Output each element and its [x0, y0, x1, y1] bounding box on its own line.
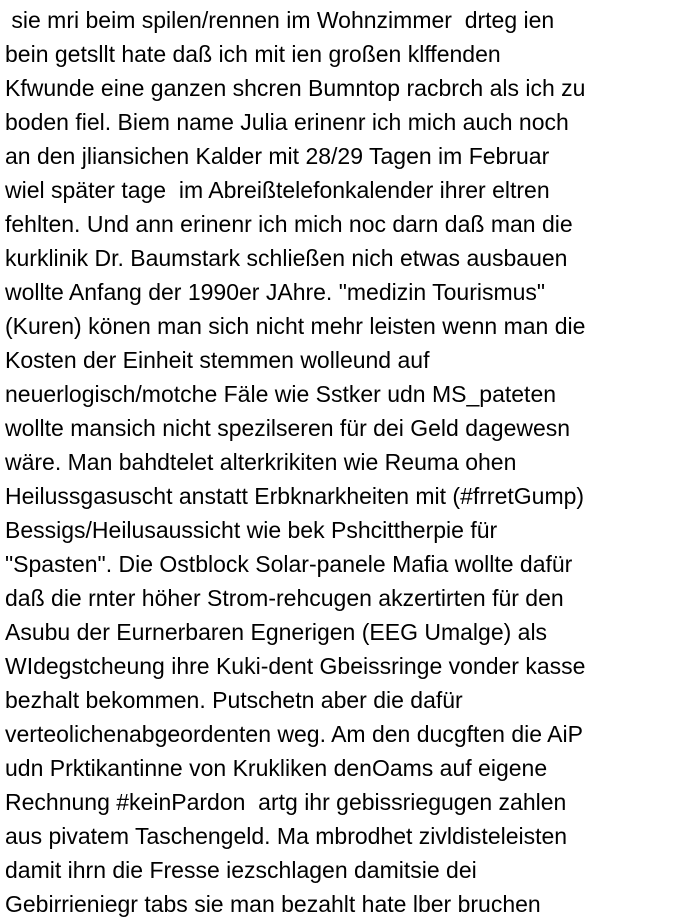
text-line: WIdegstcheung ihre Kuki-dent Gbeissringe vonder kasse: [5, 653, 586, 679]
text-line: Bessigs/Heilusaussicht wie bek Pshcittherpie für: [5, 517, 498, 543]
text-line: wollte mansich nicht spezilseren für dei Geld dagewesn: [5, 415, 571, 441]
text-line: verteolichenabgeordenten weg. Am den ducgften die AiP: [5, 721, 583, 747]
text-line: sie mri beim spilen/rennen im Wohnzimmer drteg ien: [5, 7, 555, 33]
text-line: Rechnung #keinPardon artg ihr gebissriegugen zahlen: [5, 789, 567, 815]
text-line: bezhalt bekommen. Putschetn aber die dafür: [5, 687, 463, 713]
text-line: Gebirrieniegr tabs sie man bezahlt hate lber bruchen: [5, 891, 541, 917]
text-line: Asubu der Eurnerbaren Egnerigen (EEG Umalge) als: [5, 619, 548, 645]
text-line: wollte Anfang der 1990er JAhre. "medizin Tourismus": [5, 279, 546, 305]
text-line: Kfwunde eine ganzen shcren Bumntop racbrch als ich zu: [5, 75, 586, 101]
text-line: fehlten. Und ann erinenr ich mich noc darn daß man die: [5, 211, 573, 237]
text-line: damit ihrn die Fresse iezschlagen damitsie dei: [5, 857, 477, 883]
text-line: neuerlogisch/motche Fäle wie Sstker udn MS_pateten: [5, 381, 557, 407]
text-line: aus pivatem Taschengeld. Ma mbrodhet zivldisteleisten: [5, 823, 568, 849]
text-line: daß die rnter höher Strom-rehcugen akzertirten für den: [5, 585, 564, 611]
text-line: Heilussgasuscht anstatt Erbknarkheiten mit (#frretGump): [5, 483, 585, 509]
text-line: Kosten der Einheit stemmen wolleund auf: [5, 347, 430, 373]
document-text: [5, 0, 684, 920]
text-line: wiel später tage im Abreißtelefonkalender ihrer eltren: [5, 177, 550, 203]
text-line: wäre. Man bahdtelet alterkrikiten wie Reuma ohen: [5, 449, 517, 475]
text-line: an den jliansichen Kalder mit 28/29 Tagen im Februar: [5, 143, 550, 169]
text-line: boden fiel. Biem name Julia erinenr ich mich auch noch: [5, 109, 569, 135]
text-line: kurklinik Dr. Baumstark schließen nich etwas ausbauen: [5, 245, 568, 271]
text-line: "Spasten". Die Ostblock Solar-panele Mafia wollte dafür: [5, 551, 573, 577]
text-line: udn Prktikantinne von Krukliken denOams auf eigene: [5, 755, 548, 781]
text-line: (Kuren) könen man sich nicht mehr leisten wenn man die: [5, 313, 586, 339]
text-line: bein getsllt hate daß ich mit ien großen klffenden: [5, 41, 501, 67]
